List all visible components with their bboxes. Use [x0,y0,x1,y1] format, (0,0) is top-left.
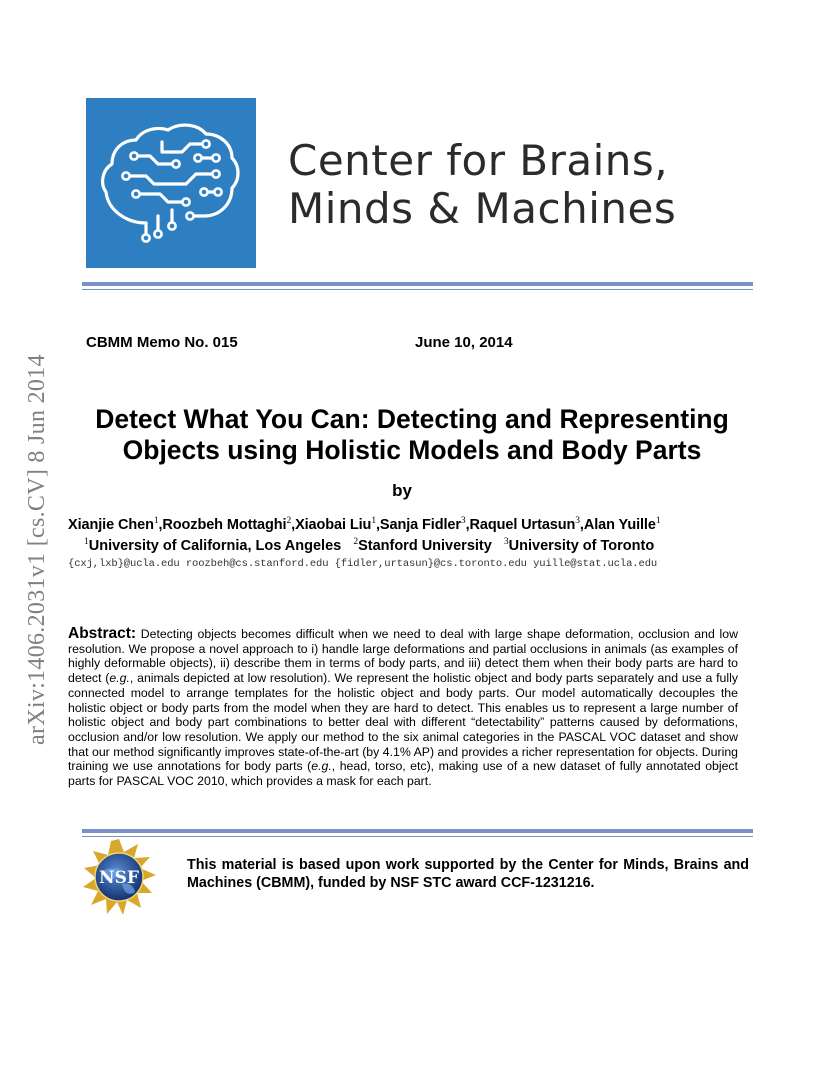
by-label: by [392,481,412,500]
center-name-line2: Minds & Machines [288,184,677,233]
paper-title-line1: Detect What You Can: Detecting and Representing [95,404,729,434]
footer-rule-thin [82,836,753,837]
author-name: Raquel Urtasun [469,516,576,533]
memo-number: CBMM Memo No. 015 [86,334,238,351]
abstract [68,627,738,789]
author-name: Xiaobai Liu [295,516,372,533]
center-name-line1: Center for Brains, [288,136,669,185]
memo-date: June 10, 2014 [415,334,513,351]
author-affil-mark: 1 [655,516,661,526]
author-affil-mark: 1 [153,516,159,526]
abstract-text-1: Detecting objects becomes difficult when we need to deal with large shape deformation, occlusion and low resolution. We propose a novel approach to i) handle large deformations and partial occlusions in animals (as examples of highly deformable objects), ii) describe them in terms of body parts, and iii) detect them when their body parts are hard to detect ( [68,627,738,686]
abstract-label: Abstract: [68,625,137,642]
abstract-eg-1: e.g. [109,671,130,686]
abstract-eg-2: e.g. [311,759,332,774]
paper-title-line2: Objects using Holistic Models and Body Parts [122,435,702,465]
header-rule-thick [82,282,753,286]
affil-mark: 3 [503,537,509,547]
affil-mark: 1 [84,537,89,547]
author-name: Roozbeh Mottaghi [162,516,287,533]
author-name: Alan Yuille [583,516,656,533]
author-affil-mark: 3 [575,516,580,526]
cbmm-logo [86,98,256,268]
affiliation: Stanford University [358,537,492,554]
header-rule-thin [82,289,753,290]
author-list: Xianjie Chen$^1$,Roozbeh Mottaghi$^2$,Xiaobai Liu$^1$,Sanja Fidler$^3$,Raquel Urtasun$^3$,Alan Yuille$^1$ [68,516,661,533]
nsf-seal-icon [80,838,158,916]
affil-mark: 2 [353,537,359,547]
author-affil-mark: 3 [460,516,466,526]
funding-acknowledgement: This material is based upon work supported by the Center for Minds, Brains and Machines (CBMM), funded by NSF STC award CCF-1231216. [187,857,749,891]
author-affil-mark: 1 [371,516,376,526]
paper-title [60,404,764,466]
author-name: Sanja Fidler [379,516,461,533]
author-name: Xianjie Chen [68,516,154,533]
affiliation-list [84,537,654,554]
author-emails: {cxj,lxb}@ucla.edu roozbeh@cs.stanford.edu {fidler,urtasun}@cs.toronto.edu yuille@stat.ucla.edu [68,558,658,570]
footer-rule-thick [82,829,753,833]
affiliation: University of Toronto [508,537,655,554]
affiliation: University of California, Los Angeles [88,537,342,554]
abstract-text-3: , head, torso, etc), making use of a new dataset of fully annotated object parts for PASCAL VOC 2010, which provides a mask for each part. [68,759,739,789]
nsf-seal-text: NSF [99,868,139,888]
abstract-text-2: , animals depicted at low resolution). We represent the holistic object and body parts separately and use a fully connected model to arrange templates for the holistic object and body parts. Our model automatically decouples the holistic object or body parts from the model when they are hard to detect. This enables us to represent a large number of holistic object and body part combinations to better deal with different “detectability” patterns caused by deformations, occlusion and/or low resolution. We apply our method to the six animal categories in the PASCAL VOC dataset and show that our method significantly improves state-of-the-art (by 4.1% AP) and provides a richer representation for objects. During training we use annotations for body parts ( [68,671,738,774]
brain-circuit-icon [86,98,256,268]
arxiv-stamp: arXiv:1406.2031v1 [cs.CV] 8 Jun 2014 [24,354,50,745]
author-affil-mark: 2 [286,516,292,526]
